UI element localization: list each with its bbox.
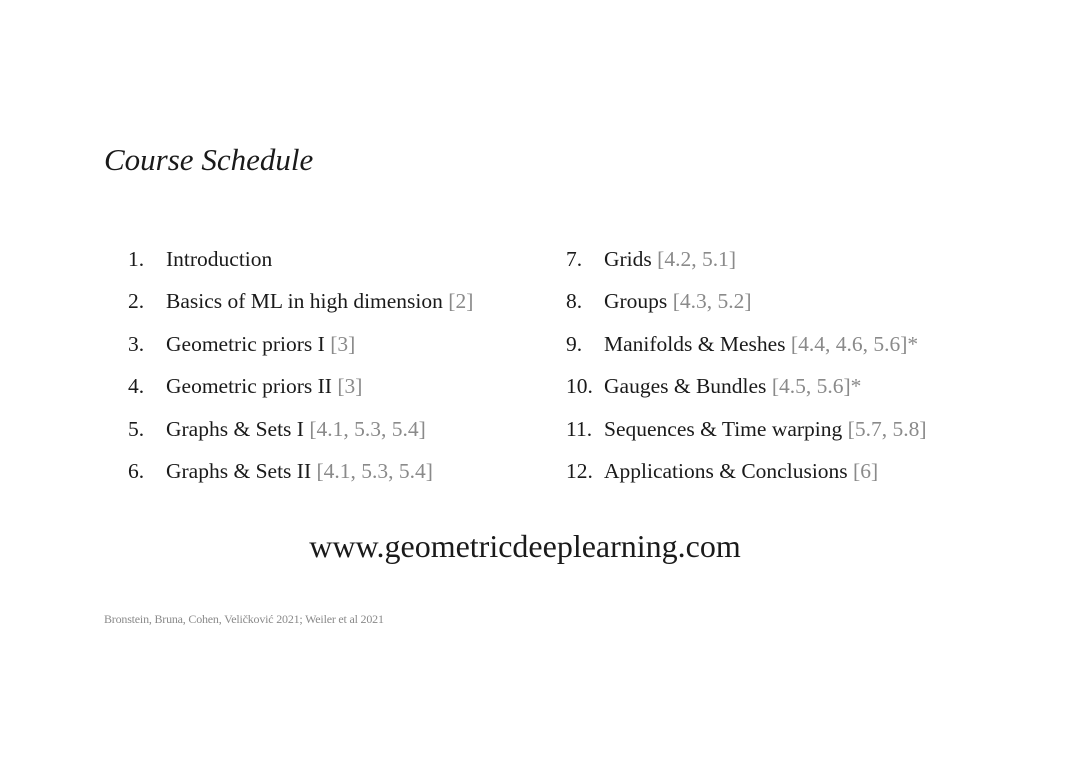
item-number: 2. bbox=[128, 289, 145, 314]
item-reference: [4.5, 5.6] bbox=[771, 374, 851, 399]
item-number: 11. bbox=[566, 416, 593, 441]
item-label: Applications & Conclusions bbox=[604, 458, 848, 483]
item-reference: [3] bbox=[330, 331, 356, 356]
item-label: Geometric priors I bbox=[166, 331, 325, 356]
item-label: Graphs & Sets I bbox=[166, 416, 304, 441]
item-mark: * bbox=[907, 331, 919, 356]
item-label: Geometric priors II bbox=[166, 374, 332, 399]
schedule-item bbox=[566, 242, 926, 284]
item-reference: [3] bbox=[337, 374, 363, 399]
item-reference: [4.4, 4.6, 5.6] bbox=[790, 331, 908, 356]
schedule-item bbox=[566, 412, 926, 454]
item-label: Graphs & Sets II bbox=[166, 458, 312, 483]
item-number: 4. bbox=[128, 374, 145, 399]
item-mark: * bbox=[850, 374, 862, 399]
item-reference: [5.7, 5.8] bbox=[847, 416, 927, 441]
schedule-item bbox=[566, 369, 926, 411]
item-label: Groups bbox=[604, 289, 668, 314]
item-label: Basics of ML in high dimension bbox=[166, 289, 443, 314]
item-number: 8. bbox=[566, 289, 583, 314]
website-url: www.geometricdeeplearning.com bbox=[309, 528, 741, 564]
schedule-item bbox=[566, 284, 926, 326]
schedule-item bbox=[128, 327, 473, 369]
item-reference: [4.1, 5.3, 5.4] bbox=[316, 458, 433, 483]
item-reference: [4.3, 5.2] bbox=[672, 289, 752, 314]
item-number: 12. bbox=[566, 458, 593, 483]
schedule-item bbox=[128, 454, 473, 496]
item-reference: [6] bbox=[853, 458, 879, 483]
item-label: Introduction bbox=[166, 247, 273, 271]
item-number: 6. bbox=[128, 458, 145, 483]
item-number: 1. bbox=[128, 247, 145, 271]
item-number: 7. bbox=[566, 247, 583, 271]
item-label: Manifolds & Meshes bbox=[604, 331, 786, 356]
item-number: 5. bbox=[128, 416, 145, 441]
schedule-item bbox=[128, 369, 473, 411]
item-label: Sequences & Time warping bbox=[604, 416, 843, 441]
schedule-item bbox=[566, 327, 926, 369]
item-number: 9. bbox=[566, 331, 583, 356]
citation: Bronstein, Bruna, Cohen, Veličković 2021; Weiler et al 2021 bbox=[104, 612, 384, 626]
schedule-item bbox=[566, 454, 926, 496]
schedule-list-left bbox=[128, 242, 473, 496]
slide-title: Course Schedule bbox=[104, 142, 314, 177]
item-reference: [4.2, 5.1] bbox=[657, 247, 736, 271]
item-reference: [4.1, 5.3, 5.4] bbox=[309, 416, 426, 441]
item-number: 10. bbox=[566, 374, 593, 399]
schedule-list-right bbox=[566, 242, 926, 496]
item-label: Grids bbox=[604, 247, 652, 271]
item-label: Gauges & Bundles bbox=[604, 374, 767, 399]
schedule-item bbox=[128, 284, 473, 326]
item-reference: [2] bbox=[448, 289, 474, 314]
schedule-item bbox=[128, 412, 473, 454]
item-number: 3. bbox=[128, 331, 145, 356]
schedule-item bbox=[128, 242, 473, 284]
